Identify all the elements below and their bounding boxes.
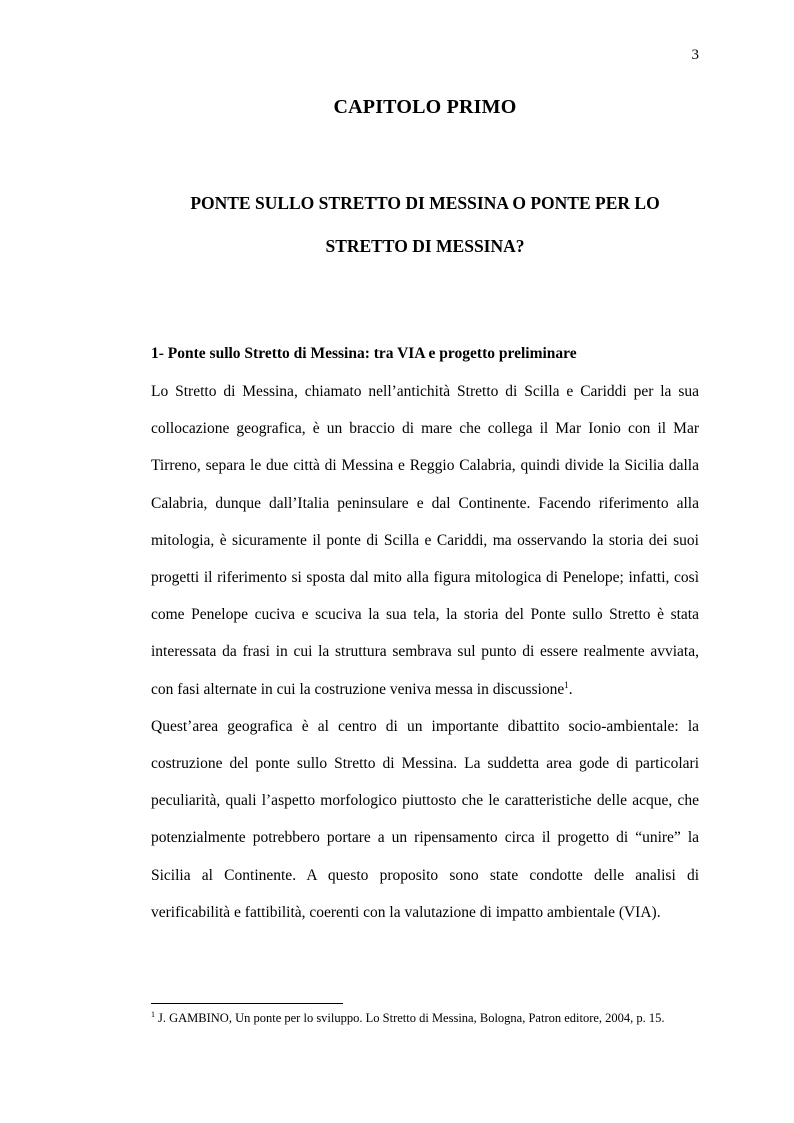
footnote-text: J. GAMBINO, Un ponte per lo sviluppo. Lo Stretto di Messina, Bologna, Patron editore, 2004, p. 15.: [158, 1011, 665, 1025]
document-title: [0, 182, 794, 268]
page-number: 3: [691, 47, 699, 63]
paragraph-2: Quest’area geografica è al centro di un importante dibattito socio-ambientale: la costruzione del ponte sullo Stretto di Messina. La suddetta area gode di particolari peculiarità, quali l’aspetto morfologico piuttosto che le caratteristiche delle acque, che potenzialmente potrebbero portare a un ripensamento circa il progetto di “unire” la Sicilia al Continente. A questo proposito sono state condotte delle analisi di verificabilità e fattibilità, coerenti con la valutazione di impatto ambientale (VIA).: [151, 717, 699, 921]
chapter-title: CAPITOLO PRIMO: [333, 96, 517, 118]
footnote: [151, 1011, 711, 1026]
document-title-line-2: STRETTO DI MESSINA?: [325, 236, 525, 256]
section-heading: 1- Ponte sullo Stretto di Messina: tra VIA e progetto preliminare: [151, 345, 577, 362]
footnote-reference[interactable]: 1: [564, 679, 569, 690]
paragraph-1-text: Lo Stretto di Messina, chiamato nell’antichità Stretto di Scilla e Cariddi per la sua collocazione geografica, è un braccio di mare che collega il Mar Ionio con il Mar Tirreno, separa le due città di Messina e Reggio Calabria, quindi divide la Sicilia dalla Calabria, dunque dall’Italia peninsulare e dal Continente. Facendo riferimento alla mitologia, è sicuramente il ponte di Scilla e Cariddi, ma osservando la storia dei suoi progetti il riferimento si sposta dal mito alla figura mitologica di Penelope; infatti, così come Penelope cuciva e scuciva la sua tela, la storia del Ponte sullo Stretto è stata interessata da frasi in cui la struttura sembrava sul punto di essere realmente avviata, con fasi alternate in cui la costruzione veniva messa in discussione: [151, 383, 699, 698]
footnote-number: 1: [151, 1010, 155, 1019]
footnote-divider: [151, 1003, 343, 1004]
paragraph-1: [151, 373, 699, 708]
body-text: [151, 373, 699, 931]
document-title-line-1: PONTE SULLO STRETTO DI MESSINA O PONTE PER LO: [190, 193, 660, 213]
paragraph-1-end: .: [568, 680, 573, 698]
